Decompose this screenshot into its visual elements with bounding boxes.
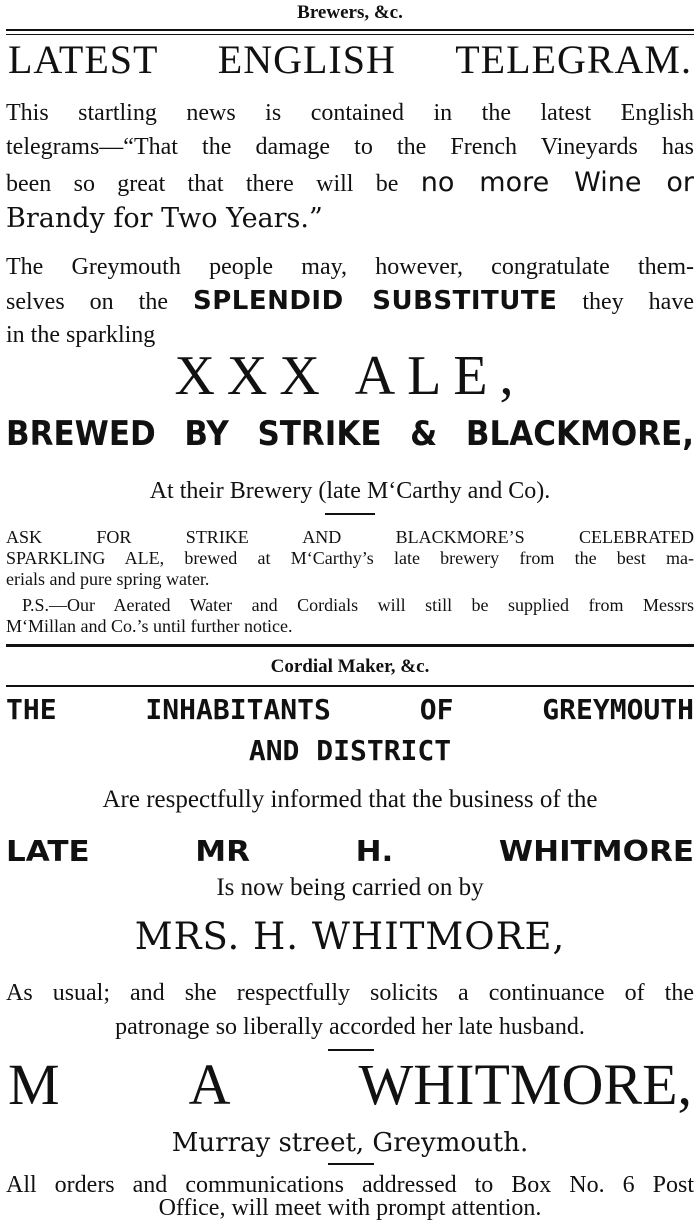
patronage-line: patronage so liberally accorded her late husband. xyxy=(115,1014,585,1040)
greymouth-text-line: in the sparkling xyxy=(6,322,156,348)
ask-for-line: ASK FOR STRIKE AND BLACKMORE’S CELEBRATED xyxy=(6,527,694,547)
brewer-name: BREWED BY STRIKE & BLACKMORE, xyxy=(6,414,694,454)
telegram-headline: LATEST ENGLISH TELEGRAM. xyxy=(8,37,692,82)
carried-on-line: Is now being carried on by xyxy=(216,874,484,901)
section-header-brewers: Brewers, &c. xyxy=(297,2,403,23)
short-rule xyxy=(328,1163,374,1165)
greymouth-text-start: selves on the xyxy=(6,289,168,315)
telegram-text-line xyxy=(6,166,694,201)
telegram-emphasis-end: Brandy for Two Years.” xyxy=(6,203,323,234)
splendid-substitute: SPLENDID SUBSTITUTE xyxy=(192,286,558,316)
signature-name: M A WHITMORE, xyxy=(8,1052,692,1117)
header-rule-thin xyxy=(6,34,694,35)
header-rule xyxy=(6,685,694,687)
small-print-line: erials and pure spring water. xyxy=(6,569,210,589)
address-line: Murray street, Greymouth. xyxy=(171,1128,529,1158)
inhabitants-headline: THE INHABITANTS OF GREYMOUTH xyxy=(6,693,694,726)
orders-line: All orders and communications addressed to Box No. 6 Post xyxy=(6,1172,694,1198)
postscript-line: P.S.—Our Aerated Water and Cordials will still be supplied from Messrs xyxy=(22,595,694,615)
header-rule xyxy=(6,29,694,31)
postscript-line: M‘Millan and Co.’s until further notice. xyxy=(6,616,293,636)
telegram-text-line: This startling news is contained in the latest English xyxy=(6,100,694,126)
telegram-text-line: telegrams—“That the damage to the French Vineyards has xyxy=(6,134,694,160)
greymouth-text-end: they have xyxy=(582,289,694,315)
new-owner-name: MRS. H. WHITMORE, xyxy=(134,915,566,958)
short-rule xyxy=(328,1049,374,1051)
solicit-line: As usual; and she respectfully solicits a continuance of the xyxy=(6,980,694,1006)
small-print-line: SPARKLING ALE, brewed at M‘Carthy’s late brewery from the best ma- xyxy=(6,548,694,568)
brewery-location: At their Brewery (late M‘Carthy and Co). xyxy=(149,478,551,504)
section-divider xyxy=(6,644,694,647)
greymouth-text-line: The Greymouth people may, however, congratulate them- xyxy=(6,254,694,280)
late-owner-name: LATE MR H. WHITMORE xyxy=(6,835,694,869)
telegram-text-start: been so great that there will be xyxy=(6,171,399,197)
district-headline: AND DISTRICT xyxy=(248,734,452,767)
section-header-cordial: Cordial Maker, &c. xyxy=(270,656,430,677)
greymouth-text-line xyxy=(6,284,694,319)
product-name: XXX ALE, xyxy=(174,345,526,407)
informed-line: Are respectfully informed that the business of the xyxy=(102,786,598,813)
telegram-emphasis: no more Wine or xyxy=(420,167,694,198)
short-rule xyxy=(325,513,375,515)
orders-line: Office, will meet with prompt attention. xyxy=(158,1195,542,1221)
